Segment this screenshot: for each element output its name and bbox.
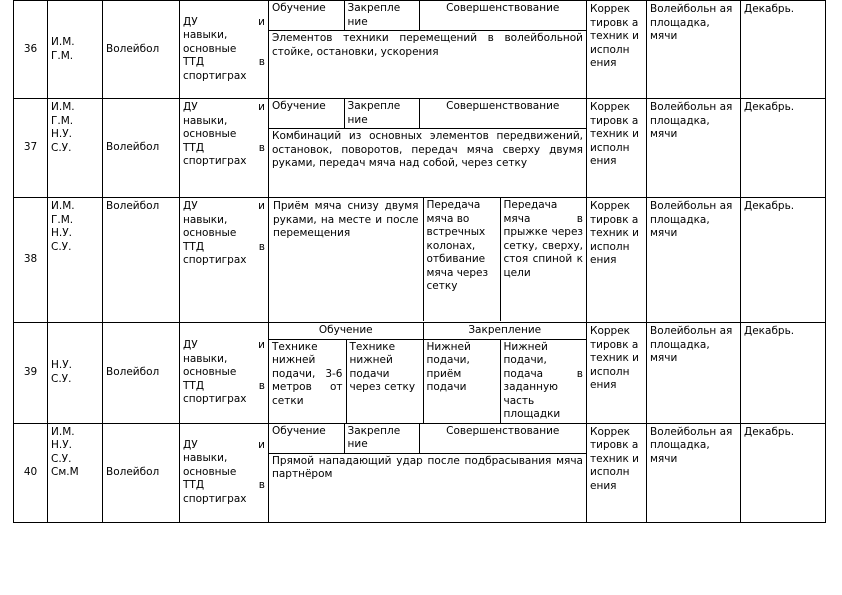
goal-text: спортиграх <box>183 492 247 505</box>
lesson-goal <box>180 423 269 522</box>
month-text: Декабрь. <box>741 99 826 198</box>
method-text: Коррек тировк а техник и исполн ения <box>587 323 647 424</box>
sport-name: Волейбол <box>103 198 180 323</box>
content-text: Нижней подачи, подача в заданную часть площадки <box>503 340 583 420</box>
stage-consolidation: Закрепле ние <box>344 424 419 454</box>
table-row <box>14 198 826 323</box>
content-text: Приём мяча снизу двумя руками, на месте и после перемещения <box>269 198 423 321</box>
goal-text: навыки, основные <box>183 452 237 478</box>
method-text: Коррек тировк а техник и исполн ения <box>587 99 647 198</box>
student-names: Н.У. С.У. <box>48 323 103 424</box>
goal-word: в <box>258 479 265 492</box>
goal-word: в <box>258 56 265 69</box>
equipment-text: Волейбольн ая площадка, мячи <box>647 423 741 522</box>
row-number: 40 <box>14 423 48 522</box>
goal-word: ДУ <box>183 438 198 451</box>
goal-word: в <box>258 240 265 253</box>
goal-text: навыки, основные <box>183 352 237 378</box>
goal-word: и <box>258 15 265 28</box>
goal-word: и <box>258 101 265 113</box>
goal-text: навыки, основные <box>183 29 237 55</box>
student-names: И.М. Г.М. <box>48 1 103 99</box>
student-names: И.М. Н.У. С.У. См.М <box>48 423 103 522</box>
stage-consolidation: Закрепле ние <box>344 1 419 31</box>
goal-word: ТТД <box>183 141 205 154</box>
method-text: Коррек тировк а техник и исполн ения <box>587 1 647 99</box>
month-text: Декабрь. <box>741 1 826 99</box>
goal-word: ТТД <box>183 240 205 253</box>
lesson-goal <box>180 1 269 99</box>
stage-learning: Обучение <box>269 99 344 129</box>
student-names: И.М. Г.М. Н.У. С.У. <box>48 99 103 198</box>
row-number: 38 <box>14 198 48 323</box>
goal-word: и <box>258 339 265 351</box>
content-text: Комбинаций из основных элементов передвижений, остановок, поворотов, передач мяча сверху двумя руками, передач мяча над собой, через сетку <box>272 130 583 169</box>
goal-word: и <box>258 200 265 212</box>
sport-name: Волейбол <box>103 323 180 424</box>
goal-word: ДУ <box>183 101 198 113</box>
content-text: Технике нижней подачи, 3-6 метров от сетки <box>269 339 346 423</box>
sport-name: Волейбол <box>103 1 180 99</box>
content-text: Прямой нападающий удар после подбрасывания мяча партнёром <box>272 454 583 480</box>
goal-text: спортиграх <box>183 254 247 266</box>
content-text: Элементов техники перемещений в волейбольной стойке, остановки, ускорения <box>272 32 583 58</box>
lesson-goal <box>180 198 269 323</box>
content-text: Технике нижней подачи через сетку <box>346 339 423 423</box>
goal-text: спортиграх <box>183 393 247 405</box>
goal-word: ДУ <box>183 15 198 28</box>
lesson-content <box>269 99 587 198</box>
lesson-content <box>269 323 587 424</box>
lesson-goal <box>180 323 269 424</box>
sport-name: Волейбол <box>103 99 180 198</box>
stage-learning: Обучение <box>269 1 344 31</box>
equipment-text: Волейбольн ая площадка, мячи <box>647 1 741 99</box>
month-text: Декабрь. <box>741 323 826 424</box>
lesson-goal <box>180 99 269 198</box>
goal-text: навыки, основные <box>183 114 237 140</box>
month-text: Декабрь. <box>741 198 826 323</box>
stage-consolidation: Закрепле ние <box>344 99 419 129</box>
row-number: 36 <box>14 1 48 99</box>
lesson-content <box>269 198 587 323</box>
goal-word: ТТД <box>183 479 205 492</box>
stage-learning: Обучение <box>269 424 344 454</box>
sport-name: Волейбол <box>103 423 180 522</box>
lesson-plan-table <box>13 0 826 523</box>
content-text: Нижней подачи, приём подачи <box>423 339 500 423</box>
method-text: Коррек тировк а техник и исполн ения <box>587 198 647 323</box>
stage-improvement: Совершенствование <box>419 99 586 129</box>
stage-improvement: Совершенствование <box>419 1 586 31</box>
stage-improvement: Совершенствование <box>419 424 586 454</box>
table-row <box>14 99 826 198</box>
goal-text: навыки, основные <box>183 213 237 239</box>
method-text: Коррек тировк а техник и исполн ения <box>587 423 647 522</box>
goal-word: ТТД <box>183 56 205 69</box>
content-text: Передача мяча во встречных колонах, отбивание мяча через сетку <box>423 198 500 321</box>
goal-word: в <box>258 379 265 392</box>
table-row <box>14 1 826 99</box>
table-row <box>14 323 826 424</box>
goal-word: ДУ <box>183 200 198 212</box>
stage-consolidation: Закрепление <box>423 323 586 339</box>
content-text: Передача мяча в прыжке через сетку, сверху, стоя спиной к цели <box>503 199 583 279</box>
month-text: Декабрь. <box>741 423 826 522</box>
student-names: И.М. Г.М. Н.У. С.У. <box>48 198 103 323</box>
goal-text: спортиграх <box>183 69 247 82</box>
row-number: 39 <box>14 323 48 424</box>
goal-word: ТТД <box>183 379 205 392</box>
goal-word: ДУ <box>183 339 198 351</box>
lesson-content <box>269 423 587 522</box>
lesson-content <box>269 1 587 99</box>
stage-learning: Обучение <box>269 323 423 339</box>
equipment-text: Волейбольн ая площадка, мячи <box>647 323 741 424</box>
goal-text: спортиграх <box>183 155 247 167</box>
equipment-text: Волейбольн ая площадка, мячи <box>647 198 741 323</box>
goal-word: и <box>258 438 265 451</box>
equipment-text: Волейбольн ая площадка, мячи <box>647 99 741 198</box>
row-number: 37 <box>14 99 48 198</box>
table-row <box>14 423 826 522</box>
goal-word: в <box>258 141 265 154</box>
